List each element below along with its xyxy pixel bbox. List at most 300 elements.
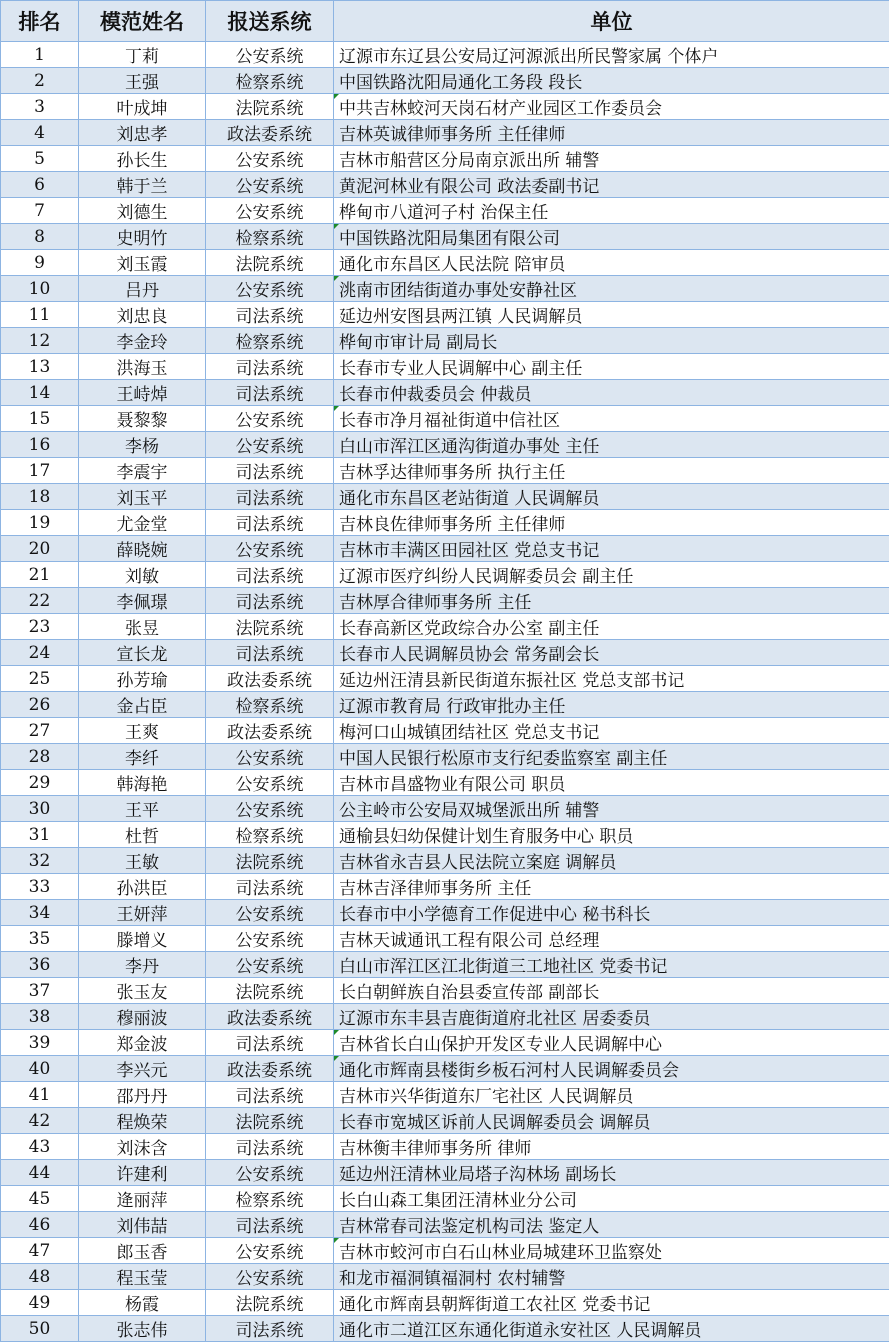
- unit-cell[interactable]: [334, 302, 889, 328]
- rank-cell-text: 44: [28, 1162, 51, 1183]
- rank-cell[interactable]: [1, 94, 79, 120]
- rank-cell[interactable]: [1, 1212, 79, 1238]
- unit-cell[interactable]: [334, 536, 889, 562]
- name-cell[interactable]: [79, 536, 206, 562]
- unit-cell[interactable]: [334, 900, 889, 926]
- system-cell[interactable]: [206, 198, 334, 224]
- rank-cell-text: 17: [28, 460, 51, 481]
- system-cell[interactable]: [206, 68, 334, 94]
- system-cell-text: 公安系统: [235, 411, 304, 431]
- name-cell-text: 王平: [125, 801, 159, 821]
- name-cell[interactable]: [79, 42, 206, 68]
- rank-cell-text: 22: [28, 590, 51, 611]
- system-cell-text: 司法系统: [235, 307, 304, 327]
- system-cell[interactable]: [206, 406, 334, 432]
- rank-cell[interactable]: [1, 1082, 79, 1108]
- rank-cell[interactable]: [1, 770, 79, 796]
- unit-cell[interactable]: [334, 1004, 889, 1030]
- rank-cell-text: 40: [28, 1058, 51, 1079]
- unit-cell-text: 通化市二道江区东通化街道永安社区 人民调解员: [339, 1321, 702, 1341]
- rank-cell[interactable]: [1, 848, 79, 874]
- name-cell[interactable]: [79, 588, 206, 614]
- rank-cell[interactable]: [1, 250, 79, 276]
- unit-cell[interactable]: [334, 666, 889, 692]
- name-cell-text: 丁莉: [125, 47, 159, 67]
- rank-cell[interactable]: [1, 796, 79, 822]
- name-cell[interactable]: [79, 1238, 206, 1264]
- unit-cell[interactable]: [334, 1082, 889, 1108]
- unit-cell[interactable]: [334, 406, 889, 432]
- rank-cell[interactable]: [1, 224, 79, 250]
- unit-cell[interactable]: [334, 926, 889, 952]
- table-row: [1, 926, 889, 952]
- system-cell[interactable]: [206, 1004, 334, 1030]
- name-cell[interactable]: [79, 302, 206, 328]
- system-cell[interactable]: [206, 1290, 334, 1316]
- name-cell-text: 张志伟: [116, 1321, 168, 1341]
- name-cell[interactable]: [79, 328, 206, 354]
- rank-cell[interactable]: [1, 536, 79, 562]
- rank-cell[interactable]: [1, 1004, 79, 1030]
- name-cell[interactable]: [79, 978, 206, 1004]
- unit-cell[interactable]: [334, 510, 889, 536]
- name-cell[interactable]: [79, 848, 206, 874]
- rank-cell-text: 39: [28, 1032, 51, 1053]
- rank-cell[interactable]: [1, 146, 79, 172]
- rank-cell[interactable]: [1, 952, 79, 978]
- system-cell[interactable]: [206, 744, 334, 770]
- unit-cell[interactable]: [334, 848, 889, 874]
- name-cell-text: 邵丹丹: [116, 1087, 168, 1107]
- unit-cell[interactable]: [334, 1264, 889, 1290]
- unit-cell-text: 延边州汪清县新民街道东振社区 党总支部书记: [339, 671, 685, 691]
- unit-cell[interactable]: [334, 224, 889, 250]
- system-cell[interactable]: [206, 588, 334, 614]
- unit-cell[interactable]: [334, 588, 889, 614]
- table-row: [1, 952, 889, 978]
- system-cell-text: 检察系统: [235, 333, 304, 353]
- rank-cell[interactable]: [1, 1030, 79, 1056]
- name-cell[interactable]: [79, 406, 206, 432]
- rank-cell[interactable]: [1, 68, 79, 94]
- rank-cell-text: 43: [28, 1136, 51, 1157]
- unit-cell[interactable]: [334, 120, 889, 146]
- name-cell[interactable]: [79, 666, 206, 692]
- system-cell[interactable]: [206, 94, 334, 120]
- rank-cell[interactable]: [1, 198, 79, 224]
- system-cell[interactable]: [206, 458, 334, 484]
- unit-cell[interactable]: [334, 1238, 889, 1264]
- unit-cell-text: 辽源市教育局 行政审批办主任: [339, 697, 566, 717]
- unit-cell[interactable]: [334, 1316, 889, 1342]
- name-cell-text: 韩海艳: [116, 775, 168, 795]
- unit-cell[interactable]: [334, 718, 889, 744]
- system-cell[interactable]: [206, 692, 334, 718]
- name-cell[interactable]: [79, 1186, 206, 1212]
- name-cell[interactable]: [79, 250, 206, 276]
- unit-cell[interactable]: [334, 640, 889, 666]
- name-cell-text: 滕增义: [116, 931, 168, 951]
- rank-cell[interactable]: [1, 484, 79, 510]
- table-row: [1, 1108, 889, 1134]
- rank-cell[interactable]: [1, 1160, 79, 1186]
- name-cell-text: 逄丽萍: [116, 1191, 168, 1211]
- rank-cell-text: 49: [28, 1292, 51, 1313]
- rank-cell-text: 16: [28, 434, 51, 455]
- name-cell[interactable]: [79, 1030, 206, 1056]
- rank-cell[interactable]: [1, 406, 79, 432]
- table-row: [1, 198, 889, 224]
- rank-cell-text: 3: [34, 96, 45, 117]
- unit-cell-text: 吉林市昌盛物业有限公司 职员: [339, 775, 566, 795]
- unit-cell-text: 桦甸市审计局 副局长: [339, 333, 498, 353]
- name-cell[interactable]: [79, 224, 206, 250]
- unit-cell-text: 吉林市丰满区田园社区 党总支书记: [339, 541, 600, 561]
- name-cell-text: 刘忠孝: [116, 125, 168, 145]
- rank-cell[interactable]: [1, 1056, 79, 1082]
- name-cell[interactable]: [79, 640, 206, 666]
- unit-cell[interactable]: [334, 1056, 889, 1082]
- rank-cell[interactable]: [1, 510, 79, 536]
- system-cell[interactable]: [206, 380, 334, 406]
- name-cell[interactable]: [79, 276, 206, 302]
- rank-cell-text: 4: [34, 122, 45, 143]
- rank-cell[interactable]: [1, 380, 79, 406]
- system-cell[interactable]: [206, 770, 334, 796]
- unit-cell[interactable]: [334, 614, 889, 640]
- name-cell[interactable]: [79, 874, 206, 900]
- system-cell[interactable]: [206, 1056, 334, 1082]
- system-cell[interactable]: [206, 484, 334, 510]
- system-cell[interactable]: [206, 1108, 334, 1134]
- header-system: 报送系统: [206, 1, 334, 42]
- system-cell[interactable]: [206, 354, 334, 380]
- rank-cell-text: 11: [28, 304, 51, 325]
- name-cell[interactable]: [79, 1056, 206, 1082]
- system-cell[interactable]: [206, 1082, 334, 1108]
- name-cell[interactable]: [79, 120, 206, 146]
- system-cell[interactable]: [206, 432, 334, 458]
- name-cell[interactable]: [79, 614, 206, 640]
- unit-cell[interactable]: [334, 146, 889, 172]
- unit-cell-text: 辽源市东丰县吉鹿街道府北社区 居委委员: [339, 1009, 651, 1029]
- table-row: [1, 848, 889, 874]
- unit-cell[interactable]: [334, 250, 889, 276]
- unit-cell[interactable]: [334, 432, 889, 458]
- unit-cell-text: 吉林市船营区分局南京派出所 辅警: [339, 151, 600, 171]
- name-cell-text: 刘玉霞: [116, 255, 168, 275]
- name-cell-text: 李金玲: [116, 333, 168, 353]
- rank-cell[interactable]: [1, 172, 79, 198]
- unit-cell[interactable]: [334, 874, 889, 900]
- system-cell[interactable]: [206, 848, 334, 874]
- rank-cell[interactable]: [1, 1316, 79, 1342]
- system-cell[interactable]: [206, 926, 334, 952]
- unit-cell-text: 长春高新区党政综合办公室 副主任: [339, 619, 600, 639]
- name-cell[interactable]: [79, 68, 206, 94]
- system-cell[interactable]: [206, 640, 334, 666]
- unit-cell[interactable]: [334, 94, 889, 120]
- unit-cell[interactable]: [334, 484, 889, 510]
- system-cell[interactable]: [206, 1030, 334, 1056]
- table-row: [1, 276, 889, 302]
- name-cell[interactable]: [79, 900, 206, 926]
- system-cell[interactable]: [206, 146, 334, 172]
- rank-cell[interactable]: [1, 432, 79, 458]
- rank-cell[interactable]: [1, 614, 79, 640]
- rank-cell[interactable]: [1, 562, 79, 588]
- unit-cell-text: 和龙市福洞镇福洞村 农村辅警: [339, 1269, 566, 1289]
- table-row: [1, 172, 889, 198]
- table-row: [1, 328, 889, 354]
- rank-cell[interactable]: [1, 666, 79, 692]
- table-row: [1, 536, 889, 562]
- system-cell-text: 法院系统: [235, 99, 304, 119]
- system-cell[interactable]: [206, 562, 334, 588]
- rank-cell[interactable]: [1, 978, 79, 1004]
- unit-cell-text: 通化市东昌区老站街道 人民调解员: [339, 489, 600, 509]
- name-cell-text: 聂黎黎: [116, 411, 168, 431]
- name-cell[interactable]: [79, 510, 206, 536]
- name-cell[interactable]: [79, 744, 206, 770]
- unit-cell[interactable]: [334, 822, 889, 848]
- rank-cell[interactable]: [1, 1108, 79, 1134]
- unit-cell[interactable]: [334, 68, 889, 94]
- rank-cell[interactable]: [1, 1264, 79, 1290]
- name-cell-text: 王峙焯: [116, 385, 168, 405]
- system-cell[interactable]: [206, 1186, 334, 1212]
- rank-cell[interactable]: [1, 328, 79, 354]
- system-cell[interactable]: [206, 1264, 334, 1290]
- name-cell[interactable]: [79, 1212, 206, 1238]
- rank-cell-text: 45: [28, 1188, 51, 1209]
- name-cell[interactable]: [79, 1316, 206, 1342]
- rank-cell[interactable]: [1, 276, 79, 302]
- system-cell-text: 法院系统: [235, 619, 304, 639]
- system-cell[interactable]: [206, 978, 334, 1004]
- unit-cell[interactable]: [334, 354, 889, 380]
- name-cell[interactable]: [79, 926, 206, 952]
- name-cell[interactable]: [79, 94, 206, 120]
- rank-cell[interactable]: [1, 302, 79, 328]
- name-cell-text: 李丹: [125, 957, 159, 977]
- system-cell-text: 司法系统: [235, 1139, 304, 1159]
- name-cell[interactable]: [79, 1004, 206, 1030]
- table-body: [1, 42, 889, 1342]
- table-row: [1, 432, 889, 458]
- name-cell-text: 李纤: [125, 749, 159, 769]
- name-cell[interactable]: [79, 1290, 206, 1316]
- system-cell[interactable]: [206, 42, 334, 68]
- system-cell[interactable]: [206, 1134, 334, 1160]
- rank-cell[interactable]: [1, 120, 79, 146]
- system-cell[interactable]: [206, 120, 334, 146]
- unit-cell[interactable]: [334, 1108, 889, 1134]
- rank-cell[interactable]: [1, 640, 79, 666]
- unit-cell[interactable]: [334, 198, 889, 224]
- system-cell[interactable]: [206, 250, 334, 276]
- system-cell[interactable]: [206, 1212, 334, 1238]
- unit-cell-text: 吉林省永吉县人民法院立案庭 调解员: [339, 853, 617, 873]
- system-cell-text: 公安系统: [235, 203, 304, 223]
- name-cell-text: 刘玉平: [116, 489, 168, 509]
- system-cell-text: 公安系统: [235, 775, 304, 795]
- unit-cell[interactable]: [334, 1290, 889, 1316]
- name-cell[interactable]: [79, 172, 206, 198]
- system-cell[interactable]: [206, 276, 334, 302]
- rank-cell-text: 14: [28, 382, 51, 403]
- rank-cell[interactable]: [1, 1238, 79, 1264]
- system-cell-text: 司法系统: [235, 385, 304, 405]
- name-cell-text: 吕丹: [125, 281, 159, 301]
- system-cell[interactable]: [206, 614, 334, 640]
- rank-cell[interactable]: [1, 874, 79, 900]
- system-cell[interactable]: [206, 718, 334, 744]
- name-cell[interactable]: [79, 822, 206, 848]
- rank-cell[interactable]: [1, 744, 79, 770]
- rank-cell[interactable]: [1, 1290, 79, 1316]
- cell-error-marker-icon: [334, 1030, 339, 1035]
- name-cell[interactable]: [79, 952, 206, 978]
- unit-cell-text: 辽源市东辽县公安局辽河源派出所民警家属 个体户: [339, 47, 719, 67]
- unit-cell[interactable]: [334, 692, 889, 718]
- unit-cell-text: 吉林市蛟河市白石山林业局城建环卫监察处: [339, 1243, 662, 1263]
- name-cell[interactable]: [79, 770, 206, 796]
- name-cell[interactable]: [79, 1264, 206, 1290]
- unit-cell-text: 吉林常春司法鉴定机构司法 鉴定人: [339, 1217, 600, 1237]
- system-cell[interactable]: [206, 796, 334, 822]
- system-cell[interactable]: [206, 224, 334, 250]
- name-cell-text: 尤金堂: [116, 515, 168, 535]
- table-row: [1, 1004, 889, 1030]
- rank-cell-text: 28: [28, 746, 51, 767]
- unit-cell-text: 通化市辉南县楼街乡板石河村人民调解委员会: [339, 1061, 679, 1081]
- unit-cell[interactable]: [334, 1186, 889, 1212]
- unit-cell[interactable]: [334, 796, 889, 822]
- system-cell[interactable]: [206, 666, 334, 692]
- system-cell[interactable]: [206, 536, 334, 562]
- system-cell[interactable]: [206, 874, 334, 900]
- unit-cell[interactable]: [334, 1212, 889, 1238]
- unit-cell-text: 洮南市团结街道办事处安静社区: [339, 281, 577, 301]
- name-cell[interactable]: [79, 1082, 206, 1108]
- name-cell[interactable]: [79, 718, 206, 744]
- table-row: [1, 94, 889, 120]
- name-cell[interactable]: [79, 146, 206, 172]
- unit-cell[interactable]: [334, 770, 889, 796]
- name-cell[interactable]: [79, 198, 206, 224]
- name-cell[interactable]: [79, 458, 206, 484]
- name-cell[interactable]: [79, 1134, 206, 1160]
- system-cell-text: 法院系统: [235, 853, 304, 873]
- unit-cell[interactable]: [334, 952, 889, 978]
- rank-cell[interactable]: [1, 822, 79, 848]
- unit-cell[interactable]: [334, 328, 889, 354]
- name-cell[interactable]: [79, 354, 206, 380]
- unit-cell[interactable]: [334, 276, 889, 302]
- system-cell[interactable]: [206, 1316, 334, 1342]
- rank-cell-text: 47: [28, 1240, 51, 1261]
- unit-cell-text: 中国铁路沈阳局集团有限公司: [339, 229, 560, 249]
- system-cell[interactable]: [206, 172, 334, 198]
- unit-cell[interactable]: [334, 1160, 889, 1186]
- cell-error-marker-icon: [334, 406, 339, 411]
- table-row: [1, 718, 889, 744]
- rank-cell[interactable]: [1, 354, 79, 380]
- header-rank: 排名: [1, 1, 79, 42]
- rank-cell[interactable]: [1, 1186, 79, 1212]
- system-cell[interactable]: [206, 900, 334, 926]
- rank-cell[interactable]: [1, 588, 79, 614]
- rank-cell-text: 8: [34, 226, 45, 247]
- name-cell-text: 史明竹: [116, 229, 168, 249]
- rank-cell[interactable]: [1, 926, 79, 952]
- system-cell[interactable]: [206, 1160, 334, 1186]
- rank-cell-text: 35: [28, 928, 51, 949]
- unit-cell[interactable]: [334, 380, 889, 406]
- name-cell[interactable]: [79, 484, 206, 510]
- cell-error-marker-icon: [334, 1238, 339, 1243]
- rank-cell-text: 36: [28, 954, 51, 975]
- system-cell-text: 司法系统: [235, 489, 304, 509]
- unit-cell[interactable]: [334, 562, 889, 588]
- system-cell[interactable]: [206, 1238, 334, 1264]
- unit-cell[interactable]: [334, 458, 889, 484]
- name-cell[interactable]: [79, 380, 206, 406]
- system-cell-text: 司法系统: [235, 1321, 304, 1341]
- rank-cell-text: 29: [28, 772, 51, 793]
- system-cell[interactable]: [206, 328, 334, 354]
- name-cell[interactable]: [79, 432, 206, 458]
- system-cell[interactable]: [206, 302, 334, 328]
- unit-cell[interactable]: [334, 1030, 889, 1056]
- unit-cell[interactable]: [334, 42, 889, 68]
- unit-cell-text: 长春市净月福祉街道中信社区: [339, 411, 560, 431]
- system-cell[interactable]: [206, 510, 334, 536]
- system-cell-text: 公安系统: [235, 281, 304, 301]
- table-row: [1, 1316, 889, 1342]
- unit-cell[interactable]: [334, 744, 889, 770]
- name-cell[interactable]: [79, 562, 206, 588]
- system-cell[interactable]: [206, 822, 334, 848]
- rank-cell[interactable]: [1, 1134, 79, 1160]
- rank-cell[interactable]: [1, 458, 79, 484]
- name-cell[interactable]: [79, 1160, 206, 1186]
- system-cell[interactable]: [206, 952, 334, 978]
- system-cell-text: 政法委系统: [227, 125, 312, 145]
- rank-cell[interactable]: [1, 900, 79, 926]
- rank-cell[interactable]: [1, 42, 79, 68]
- unit-cell-text: 长春市中小学德育工作促进中心 秘书科长: [339, 905, 651, 925]
- unit-cell[interactable]: [334, 1134, 889, 1160]
- system-cell-text: 公安系统: [235, 1243, 304, 1263]
- unit-cell[interactable]: [334, 978, 889, 1004]
- system-cell-text: 司法系统: [235, 1087, 304, 1107]
- name-cell[interactable]: [79, 692, 206, 718]
- table-row: [1, 692, 889, 718]
- rank-cell-text: 32: [28, 850, 51, 871]
- name-cell[interactable]: [79, 796, 206, 822]
- unit-cell-text: 吉林良佐律师事务所 主任律师: [339, 515, 566, 535]
- name-cell-text: 刘伟喆: [116, 1217, 168, 1237]
- name-cell[interactable]: [79, 1108, 206, 1134]
- rank-cell[interactable]: [1, 692, 79, 718]
- unit-cell-text: 吉林市兴华街道东厂宅社区 人民调解员: [339, 1087, 634, 1107]
- rank-cell[interactable]: [1, 718, 79, 744]
- rank-cell-text: 13: [28, 356, 51, 377]
- unit-cell[interactable]: [334, 172, 889, 198]
- rank-cell-text: 12: [28, 330, 51, 351]
